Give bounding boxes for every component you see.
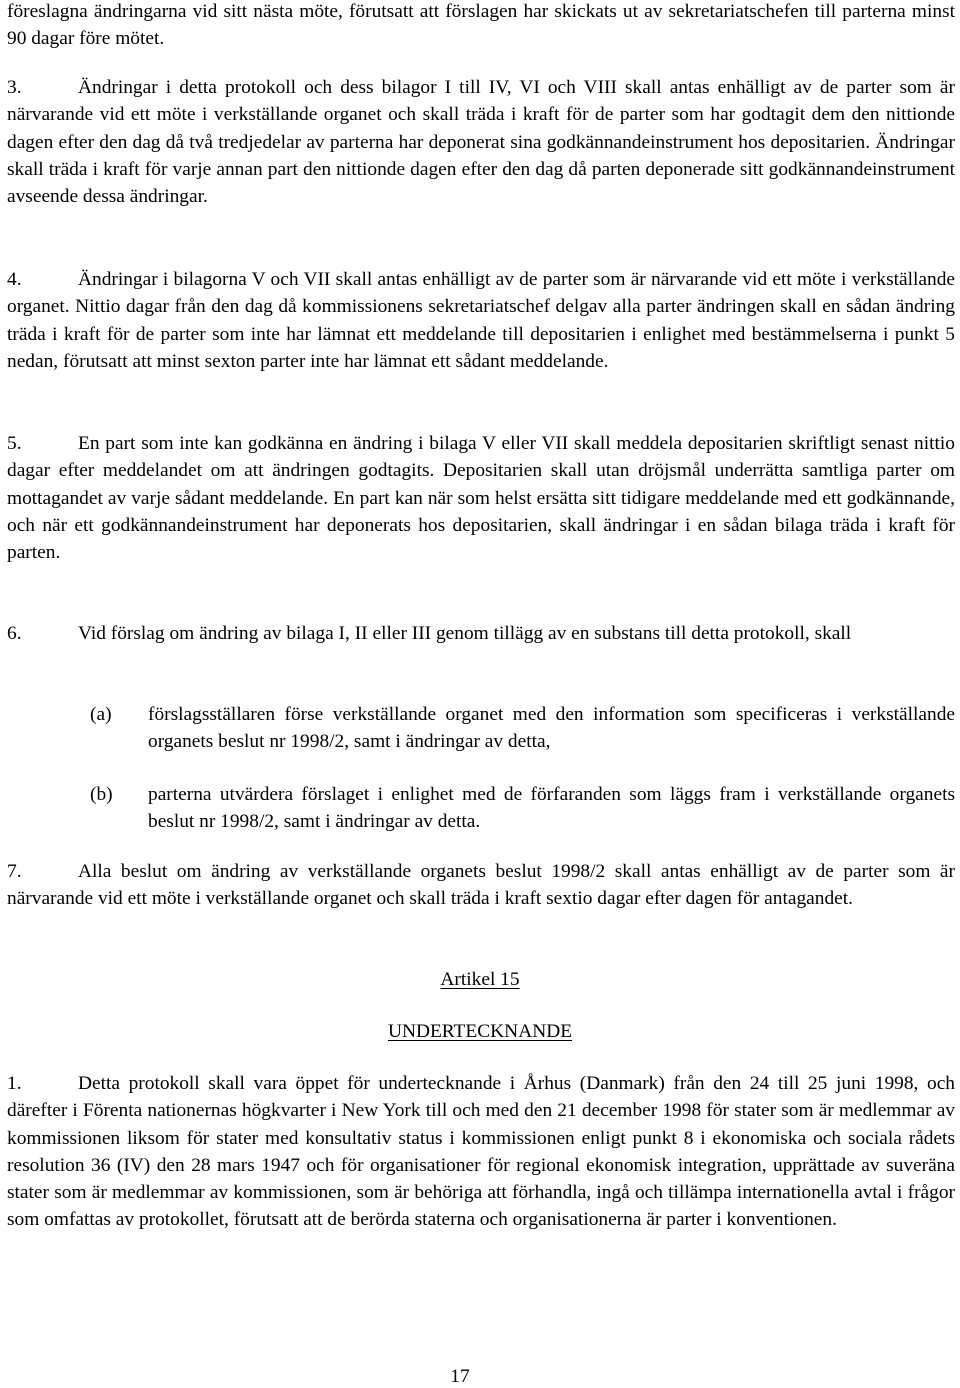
article15-paragraph-1-text: Detta protokoll skall vara öppet för undertecknande i Århus (Danmark) från den 24 till 25 juni 1998, och därefter i Förenta nationernas högkvarter i New York till och med den 21 december 1998 för stater som är medlemmar av kommissionen liksom för stater med konsultativ status i kommissionen enligt punkt 8 i ekonomiska och sociala rådets resolution 36 (IV) den 28 mars 1947 och för organisationer för regional ekonomisk integration, upprättade av suveräna stater som är medlemmar av kommissionen, som är behöriga att förhandla, ingå och tillämpa internationella avtal i frågor som omfattas av protokollet, förutsatt att de berörda staterna och organisationerna är parter i konventionen.: [7, 1073, 955, 1231]
paragraph-5: [7, 430, 955, 566]
paragraph-7-text: Alla beslut om ändring av verkställande organets beslut 1998/2 skall antas enhälligt av de parter som är närvarande vid ett möte i verkställande organet och skall träda i kraft sextio dagar efter dagen för antagandet.: [7, 861, 955, 910]
paragraph-7: [7, 858, 955, 913]
paragraph-6-number: 6.: [7, 623, 22, 644]
paragraph-4: [7, 266, 955, 375]
paragraph-5-text: En part som inte kan godkänna en ändring i bilaga V eller VII skall meddela depositarien skriftligt senast nittio dagar efter meddelandet om att ändringen godtagits. Depositarien skall utan dröjsmål underrätta samtliga parter om mottagandet av varje sådant meddelande. En part kan när som helst ersätta sitt tidigare meddelande med ett godkännande, och när ett godkännandeinstrument har deponerats hos depositarien, skall ändringar i en sådan bilaga träda i kraft för parten.: [7, 433, 955, 564]
section-title-text: UNDERTECKNANDE: [387, 1021, 573, 1042]
article-heading: [0, 966, 960, 993]
paragraph-4-text: Ändringar i bilagorna V och VII skall antas enhälligt av de parter som är närvarande vid ett möte i verkställande organet. Nittio dagar från den dag då kommissionens sekretariatschef delgav alla parter ändringen skall en sådan ändring träda i kraft för de parter som inte har lämnat ett meddelande till depositarien i enlighet med bestämmelserna i punkt 5 nedan, förutsatt att minst sexton parter inte har lämnat ett sådant meddelande.: [7, 269, 955, 372]
section-title: [0, 1018, 960, 1045]
article15-paragraph-1: [7, 1070, 955, 1234]
paragraph-intro: [7, 0, 955, 53]
paragraph-3-number: 3.: [7, 77, 22, 98]
subparagraph-a-text: förslagsställaren förse verkställande organet med den information som specificeras i verkställande organets beslut nr 1998/2, samt i ändringar av detta,: [148, 704, 955, 753]
paragraph-3: [7, 74, 955, 210]
paragraph-4-number: 4.: [7, 269, 22, 290]
paragraph-7-number: 7.: [7, 861, 22, 882]
article15-paragraph-1-number: 1.: [7, 1073, 22, 1094]
subparagraph-b: [90, 781, 955, 836]
paragraph-5-number: 5.: [7, 433, 22, 454]
page-number: 17: [450, 1366, 470, 1387]
paragraph-3-text: Ändringar i detta protokoll och dess bilagor I till IV, VI och VIII skall antas enhälligt av de parter som är närvarande vid ett möte i verkställande organet och skall träda i kraft för de parter som har godtagit dem den nittionde dagen efter den dag då två tredjedelar av parterna har deponerat sina godkännandeinstrument hos depositarien. Ändringar skall träda i kraft för varje annan part den nittionde dagen efter den dag då parten deponerade sitt godkännandeinstrument avseende dessa ändringar.: [7, 77, 955, 208]
paragraph-intro-text: föreslagna ändringarna vid sitt nästa möte, förutsatt att förslagen har skickats ut av sekretariatschefen till parterna minst 90 dagar före mötet.: [7, 1, 955, 50]
article-heading-text: Artikel 15: [440, 969, 520, 990]
paragraph-6: [7, 620, 955, 647]
subparagraph-a: [90, 701, 955, 756]
subparagraph-b-text: parterna utvärdera förslaget i enlighet med de förfaranden som läggs fram i verkställande organets beslut nr 1998/2, samt i ändringar av detta.: [148, 784, 955, 833]
subparagraph-b-label: (b): [90, 784, 113, 805]
subparagraph-a-label: (a): [90, 704, 112, 725]
paragraph-6-text: Vid förslag om ändring av bilaga I, II eller III genom tillägg av en substans till detta protokoll, skall: [78, 623, 852, 644]
